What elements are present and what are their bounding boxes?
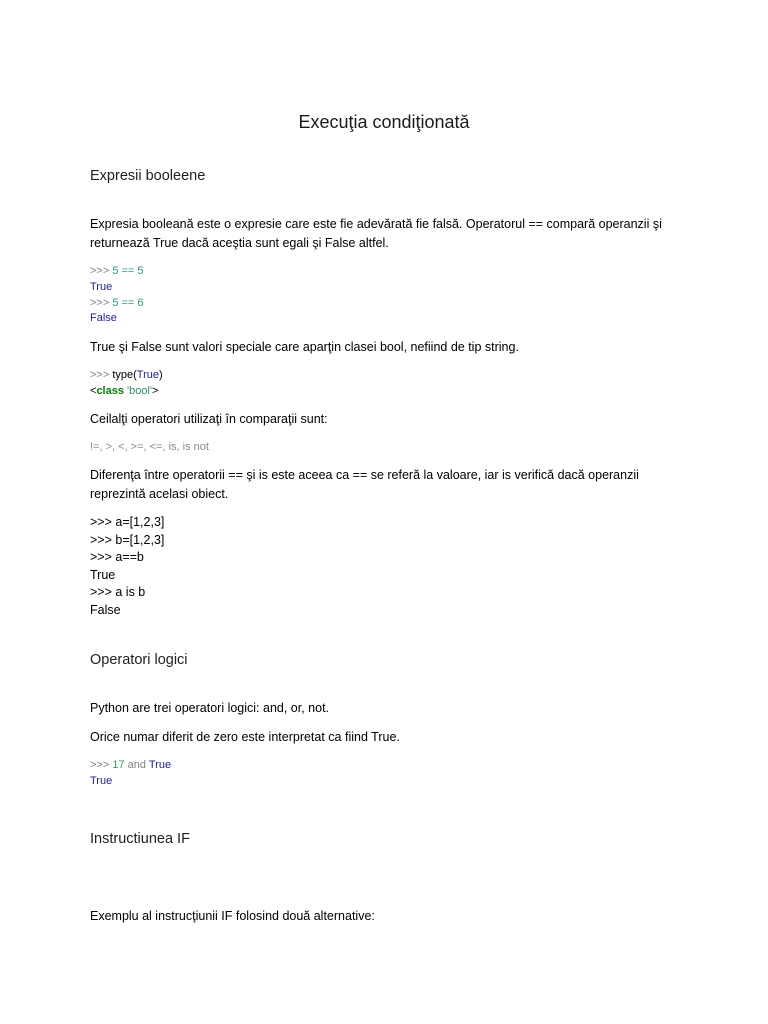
- logic-paragraph-2: Orice numar diferit de zero este interpretat ca fiind True.: [90, 730, 400, 744]
- prompt: >>>: [90, 759, 113, 771]
- page-title: Execuţia condiţionată: [298, 112, 470, 132]
- heading-logical-operators: Operatori logici: [90, 652, 188, 668]
- code-string: 'bool': [123, 384, 153, 397]
- code-example-and: [90, 758, 690, 790]
- difference-line-1: Diferenţa între operatorii == şi is este aceea ca == se referă la valoare, iar is verifică dacă operanzii: [90, 468, 639, 482]
- code-line: [90, 384, 690, 400]
- code-output: False: [90, 312, 117, 325]
- heading-if-statement: Instructiunea IF: [90, 831, 190, 847]
- boolean-intro-paragraph: [90, 215, 690, 253]
- code-function: type(: [112, 369, 137, 381]
- code-keyword: True: [148, 759, 172, 771]
- code-output: True: [90, 774, 113, 787]
- prompt: >>>: [90, 369, 113, 381]
- boolean-intro-line-1: Expresia booleană este o expresie care este fie adevărată fie falsă. Operatorul == compară operanzii şi: [90, 217, 662, 231]
- code-line: [90, 368, 690, 384]
- code-expression: 5 == 6: [112, 296, 144, 309]
- code-number: 17: [112, 759, 125, 771]
- code-example-equality: [90, 264, 690, 327]
- code-line: [90, 774, 690, 790]
- code-expression: 5 == 5: [112, 265, 144, 277]
- code-angle: <: [90, 384, 97, 397]
- code-line: [90, 758, 690, 774]
- if-paragraph: Exemplu al instrucţiunii IF folosind două alternative:: [90, 909, 375, 923]
- operators-paragraph: Ceilalţi operatori utilizaţi în comparaţii sunt:: [90, 412, 328, 426]
- prompt: >>>: [90, 296, 113, 309]
- code-example-type: [90, 368, 690, 400]
- code-class-keyword: class: [96, 384, 124, 397]
- code-keyword: True: [136, 369, 160, 381]
- type-paragraph: True şi False sunt valori speciale care aparţin clasei bool, nefiind de tip string.: [90, 340, 519, 354]
- difference-line-2: reprezintă acelasi obiect.: [90, 487, 229, 501]
- code-line: True: [90, 567, 116, 582]
- code-line: >>> a is b: [90, 585, 146, 600]
- difference-paragraph: [90, 466, 690, 504]
- prompt: >>>: [90, 265, 113, 277]
- code-line: >>> b=[1,2,3]: [90, 532, 165, 547]
- code-line: [90, 280, 690, 296]
- code-example-identity: [90, 514, 164, 620]
- code-output: True: [90, 280, 113, 293]
- operators-list: !=, >, <, >=, <=, is, is not: [90, 441, 209, 453]
- code-operator: and: [124, 759, 149, 771]
- code-angle: >: [152, 384, 159, 397]
- boolean-intro-line-2: returnează True dacă aceştia sunt egali şi False altfel.: [90, 236, 389, 250]
- code-line: False: [90, 602, 121, 617]
- code-line: [90, 311, 690, 327]
- code-line: [90, 264, 690, 280]
- code-line: >>> a==b: [90, 550, 144, 565]
- code-paren: ): [159, 369, 163, 381]
- code-line: >>> a=[1,2,3]: [90, 515, 165, 529]
- heading-boolean-expressions: Expresii booleene: [90, 168, 206, 184]
- logic-paragraph-1: Python are trei operatori logici: and, or, not.: [90, 701, 330, 715]
- code-line: [90, 296, 690, 312]
